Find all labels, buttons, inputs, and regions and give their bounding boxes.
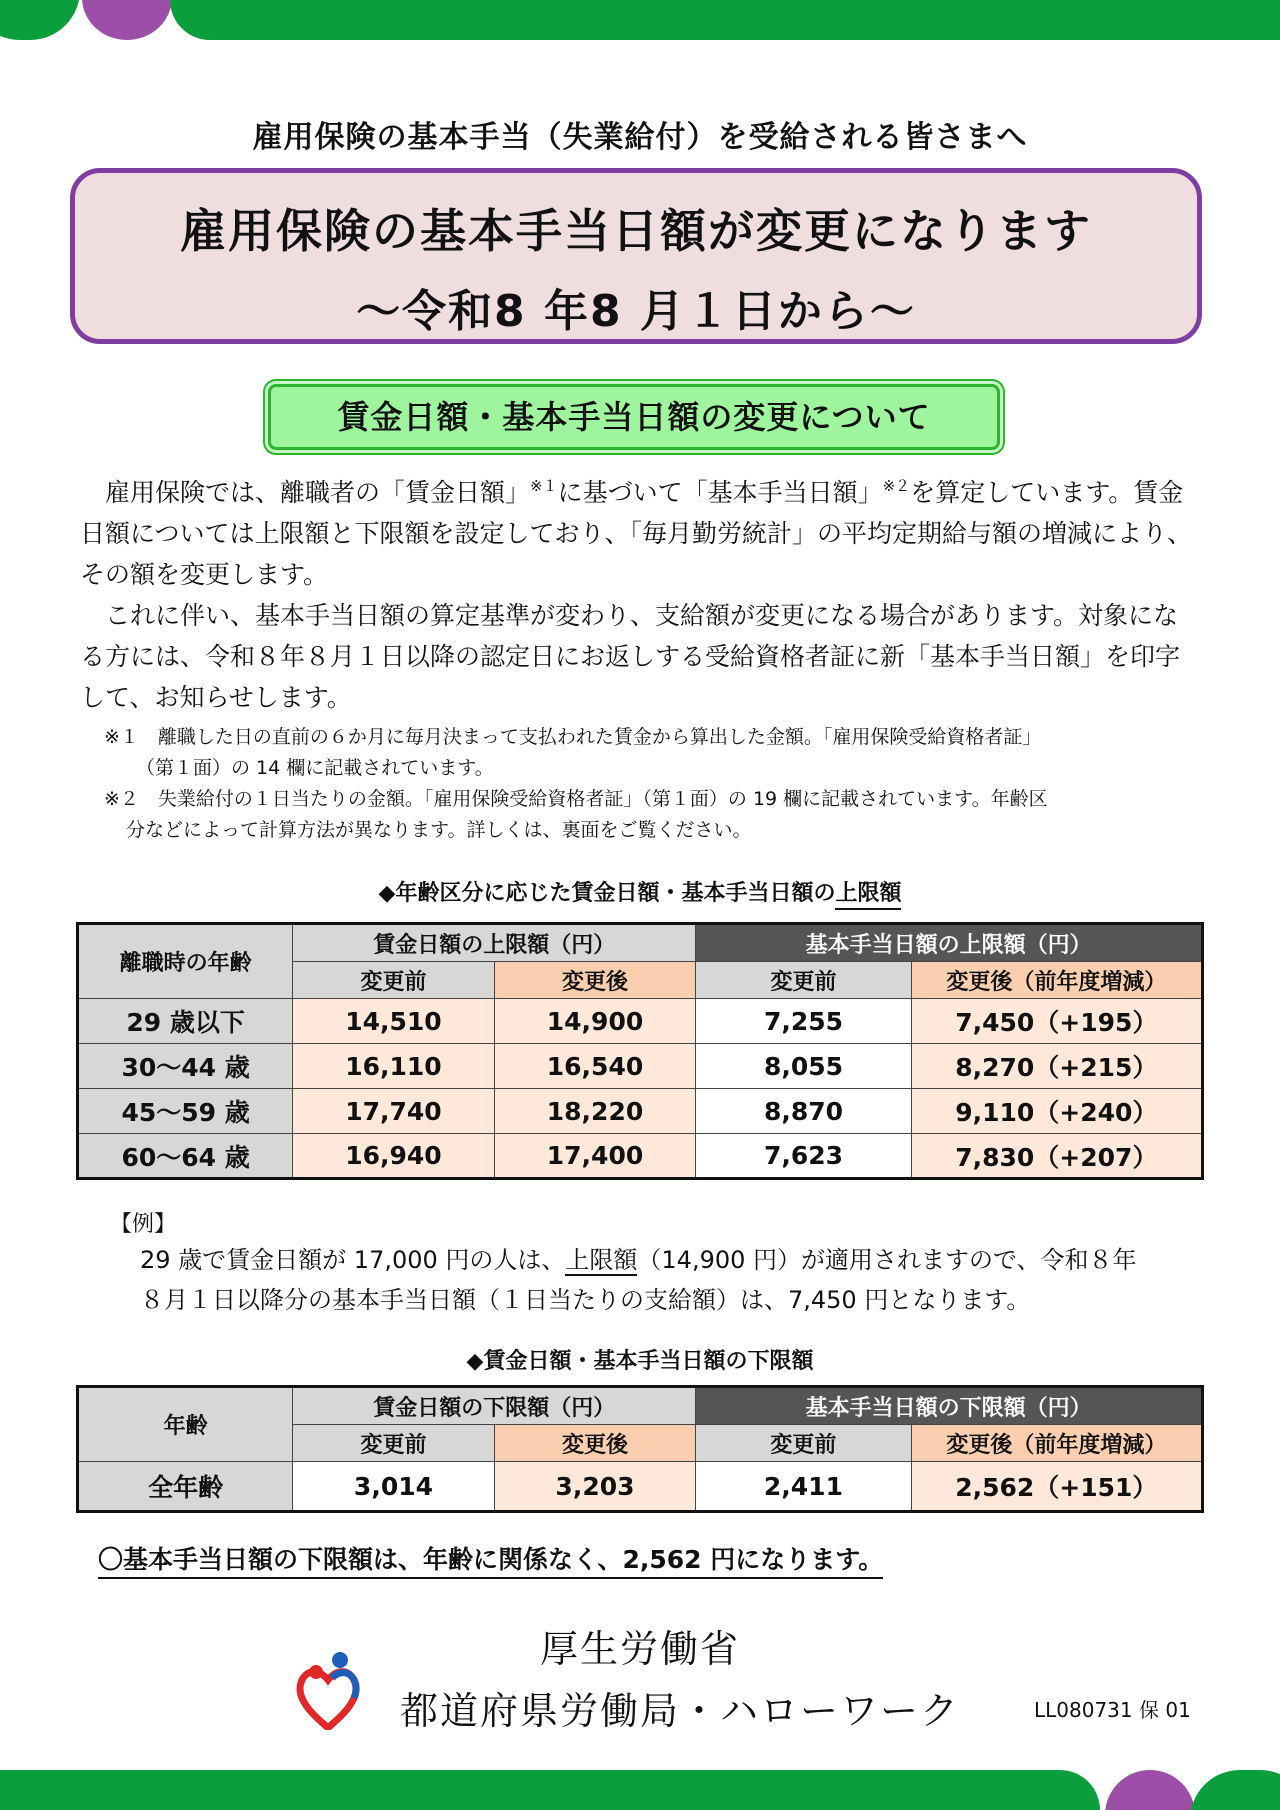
footnotes bbox=[104, 722, 1204, 846]
wage-after-header: 変更後 bbox=[494, 962, 696, 999]
example-label: 【例】 bbox=[110, 1212, 177, 1237]
wage-upper-header: 賃金日額の上限額（円） bbox=[293, 924, 696, 962]
wage-before-header: 変更前 bbox=[293, 962, 495, 999]
example-text bbox=[140, 1240, 1220, 1320]
top-green-band bbox=[170, 0, 1280, 40]
intro-text bbox=[80, 466, 1200, 718]
title-line-1: 雇用保険の基本手当日額が変更になります bbox=[180, 204, 1092, 258]
benefit-before-cell: 7,623 bbox=[696, 1134, 911, 1179]
footnote-1-line-2: （第１面）の 14 欄に記載されています。 bbox=[136, 757, 494, 779]
intro-p1-part-c: を算定しています。賃金日額については上限額と下限額を設定しており、「毎月勤労統計」の平均定期給与額の増減により、その額を変更します。 bbox=[80, 478, 1193, 589]
age-header: 年齢 bbox=[78, 1387, 293, 1462]
wage-before-cell: 17,740 bbox=[293, 1089, 495, 1134]
footnote-2-line-2: 分などによって計算方法が異なります。詳しくは、裏面をご覧ください。 bbox=[126, 819, 752, 841]
benefit-upper-header: 基本手当日額の上限額（円） bbox=[696, 924, 1203, 962]
benefit-before-cell: 8,055 bbox=[696, 1044, 911, 1089]
age-cell: 29 歳以下 bbox=[78, 999, 293, 1044]
example-line-2: ８月１日以降分の基本手当日額（１日当たりの支給額）は、7,450 円となります。 bbox=[140, 1286, 1031, 1314]
benefit-after-cell: 7,450（+195） bbox=[911, 999, 1202, 1044]
bottom-green-band bbox=[0, 1770, 1100, 1810]
intro-p1-part-b: に基づいて「基本手当日額」 bbox=[557, 478, 883, 507]
example-line-1-underlined: 上限額 bbox=[565, 1246, 638, 1274]
ministry-name: 厚生労働省 bbox=[540, 1627, 741, 1671]
age-header: 離職時の年齢 bbox=[78, 924, 293, 999]
title-line-2: ～令和8 年8 月１日から～ bbox=[356, 286, 916, 337]
footnote-ref-1: ※１ bbox=[530, 477, 558, 495]
wage-lower-header: 賃金日額の下限額（円） bbox=[293, 1387, 696, 1425]
subtitle: 雇用保険の基本手当（失業給付）を受給される皆さまへ bbox=[252, 120, 1028, 155]
example-line-1-a: 29 歳で賃金日額が 17,000 円の人は、 bbox=[140, 1246, 566, 1274]
upper-caption-underlined: 上限額 bbox=[835, 881, 901, 910]
example-line-1 bbox=[140, 1240, 1220, 1280]
benefit-after-cell: 2,562（+151） bbox=[911, 1462, 1202, 1512]
upper-limit-caption bbox=[0, 876, 1280, 907]
wage-before-cell: 14,510 bbox=[293, 999, 495, 1044]
document-code: LL080731 保 01 bbox=[1034, 1698, 1191, 1722]
benefit-after-cell: 9,110（+240） bbox=[911, 1089, 1202, 1134]
benefit-after-header: 変更後（前年度増減） bbox=[911, 1425, 1202, 1462]
top-green-decoration bbox=[0, 0, 80, 40]
bottom-green-decoration bbox=[1190, 1770, 1280, 1810]
lower-limit-table bbox=[76, 1385, 1204, 1513]
lower-limit-note: 〇基本手当日額の下限額は、年齢に関係なく、2,562 円になります。 bbox=[98, 1540, 883, 1579]
wage-before-cell: 16,110 bbox=[293, 1044, 495, 1089]
wage-after-header: 変更後 bbox=[494, 1425, 696, 1462]
intro-p1-part-a: 雇用保険では、離職者の「賃金日額」 bbox=[80, 478, 531, 507]
benefit-before-header: 変更前 bbox=[696, 1425, 911, 1462]
wage-after-cell: 16,540 bbox=[494, 1044, 696, 1089]
footnote-ref-2: ※２ bbox=[882, 477, 911, 495]
upper-caption-text: ◆年齢区分に応じた賃金日額・基本手当日額の bbox=[378, 881, 836, 906]
table-row bbox=[78, 1134, 1203, 1179]
footnote-2-line-1: ※２ 失業給付の１日当たりの金額。「雇用保険受給資格者証」（第１面）の 19 欄に記載されています。年齢区 bbox=[104, 788, 1048, 810]
benefit-after-cell: 7,830（+207） bbox=[911, 1134, 1202, 1179]
age-cell: 全年齢 bbox=[78, 1462, 293, 1512]
age-cell: 60～64 歳 bbox=[78, 1134, 293, 1179]
top-purple-circle-decoration bbox=[82, 0, 172, 40]
benefit-lower-header: 基本手当日額の下限額（円） bbox=[696, 1387, 1203, 1425]
upper-limit-table bbox=[76, 922, 1204, 1180]
section-heading: 賃金日額・基本手当日額の変更について bbox=[268, 384, 1000, 450]
wage-after-cell: 14,900 bbox=[494, 999, 696, 1044]
example-line-1-b: （14,900 円）が適用されますので、令和８年 bbox=[637, 1246, 1137, 1274]
table-row bbox=[78, 1089, 1203, 1134]
wage-after-cell: 18,220 bbox=[494, 1089, 696, 1134]
ministry-logo-icon bbox=[292, 1650, 364, 1730]
wage-before-cell: 3,014 bbox=[293, 1462, 495, 1512]
benefit-before-cell: 8,870 bbox=[696, 1089, 911, 1134]
wage-after-cell: 3,203 bbox=[494, 1462, 696, 1512]
age-cell: 45～59 歳 bbox=[78, 1089, 293, 1134]
footnote-1-line-1: ※１ 離職した日の直前の６か月に毎月決まって支払われた賃金から算出した金額。「雇用保険受給資格者証」 bbox=[104, 726, 1042, 748]
benefit-before-header: 変更前 bbox=[696, 962, 911, 999]
benefit-after-cell: 8,270（+215） bbox=[911, 1044, 1202, 1089]
benefit-before-cell: 7,255 bbox=[696, 999, 911, 1044]
intro-paragraph-2: これに伴い、基本手当日額の算定基準が変わり、支給額が変更になる場合があります。対象になる方には、令和８年８月１日以降の認定日にお返しする受給資格者証に新「基本手当日額」を印字して、お知らせします。 bbox=[80, 601, 1181, 712]
bureau-name: 都道府県労働局・ハローワーク bbox=[400, 1689, 961, 1733]
wage-after-cell: 17,400 bbox=[494, 1134, 696, 1179]
bottom-purple-circle-decoration bbox=[1105, 1770, 1195, 1810]
title-box bbox=[70, 168, 1202, 344]
table-row bbox=[78, 1044, 1203, 1089]
table-row bbox=[78, 1462, 1203, 1512]
wage-before-header: 変更前 bbox=[293, 1425, 495, 1462]
table-row bbox=[78, 999, 1203, 1044]
wage-before-cell: 16,940 bbox=[293, 1134, 495, 1179]
intro-paragraph-1 bbox=[80, 466, 1200, 595]
age-cell: 30～44 歳 bbox=[78, 1044, 293, 1089]
lower-limit-caption: ◆賃金日額・基本手当日額の下限額 bbox=[466, 1349, 814, 1374]
benefit-before-cell: 2,411 bbox=[696, 1462, 911, 1512]
benefit-after-header: 変更後（前年度増減） bbox=[911, 962, 1202, 999]
